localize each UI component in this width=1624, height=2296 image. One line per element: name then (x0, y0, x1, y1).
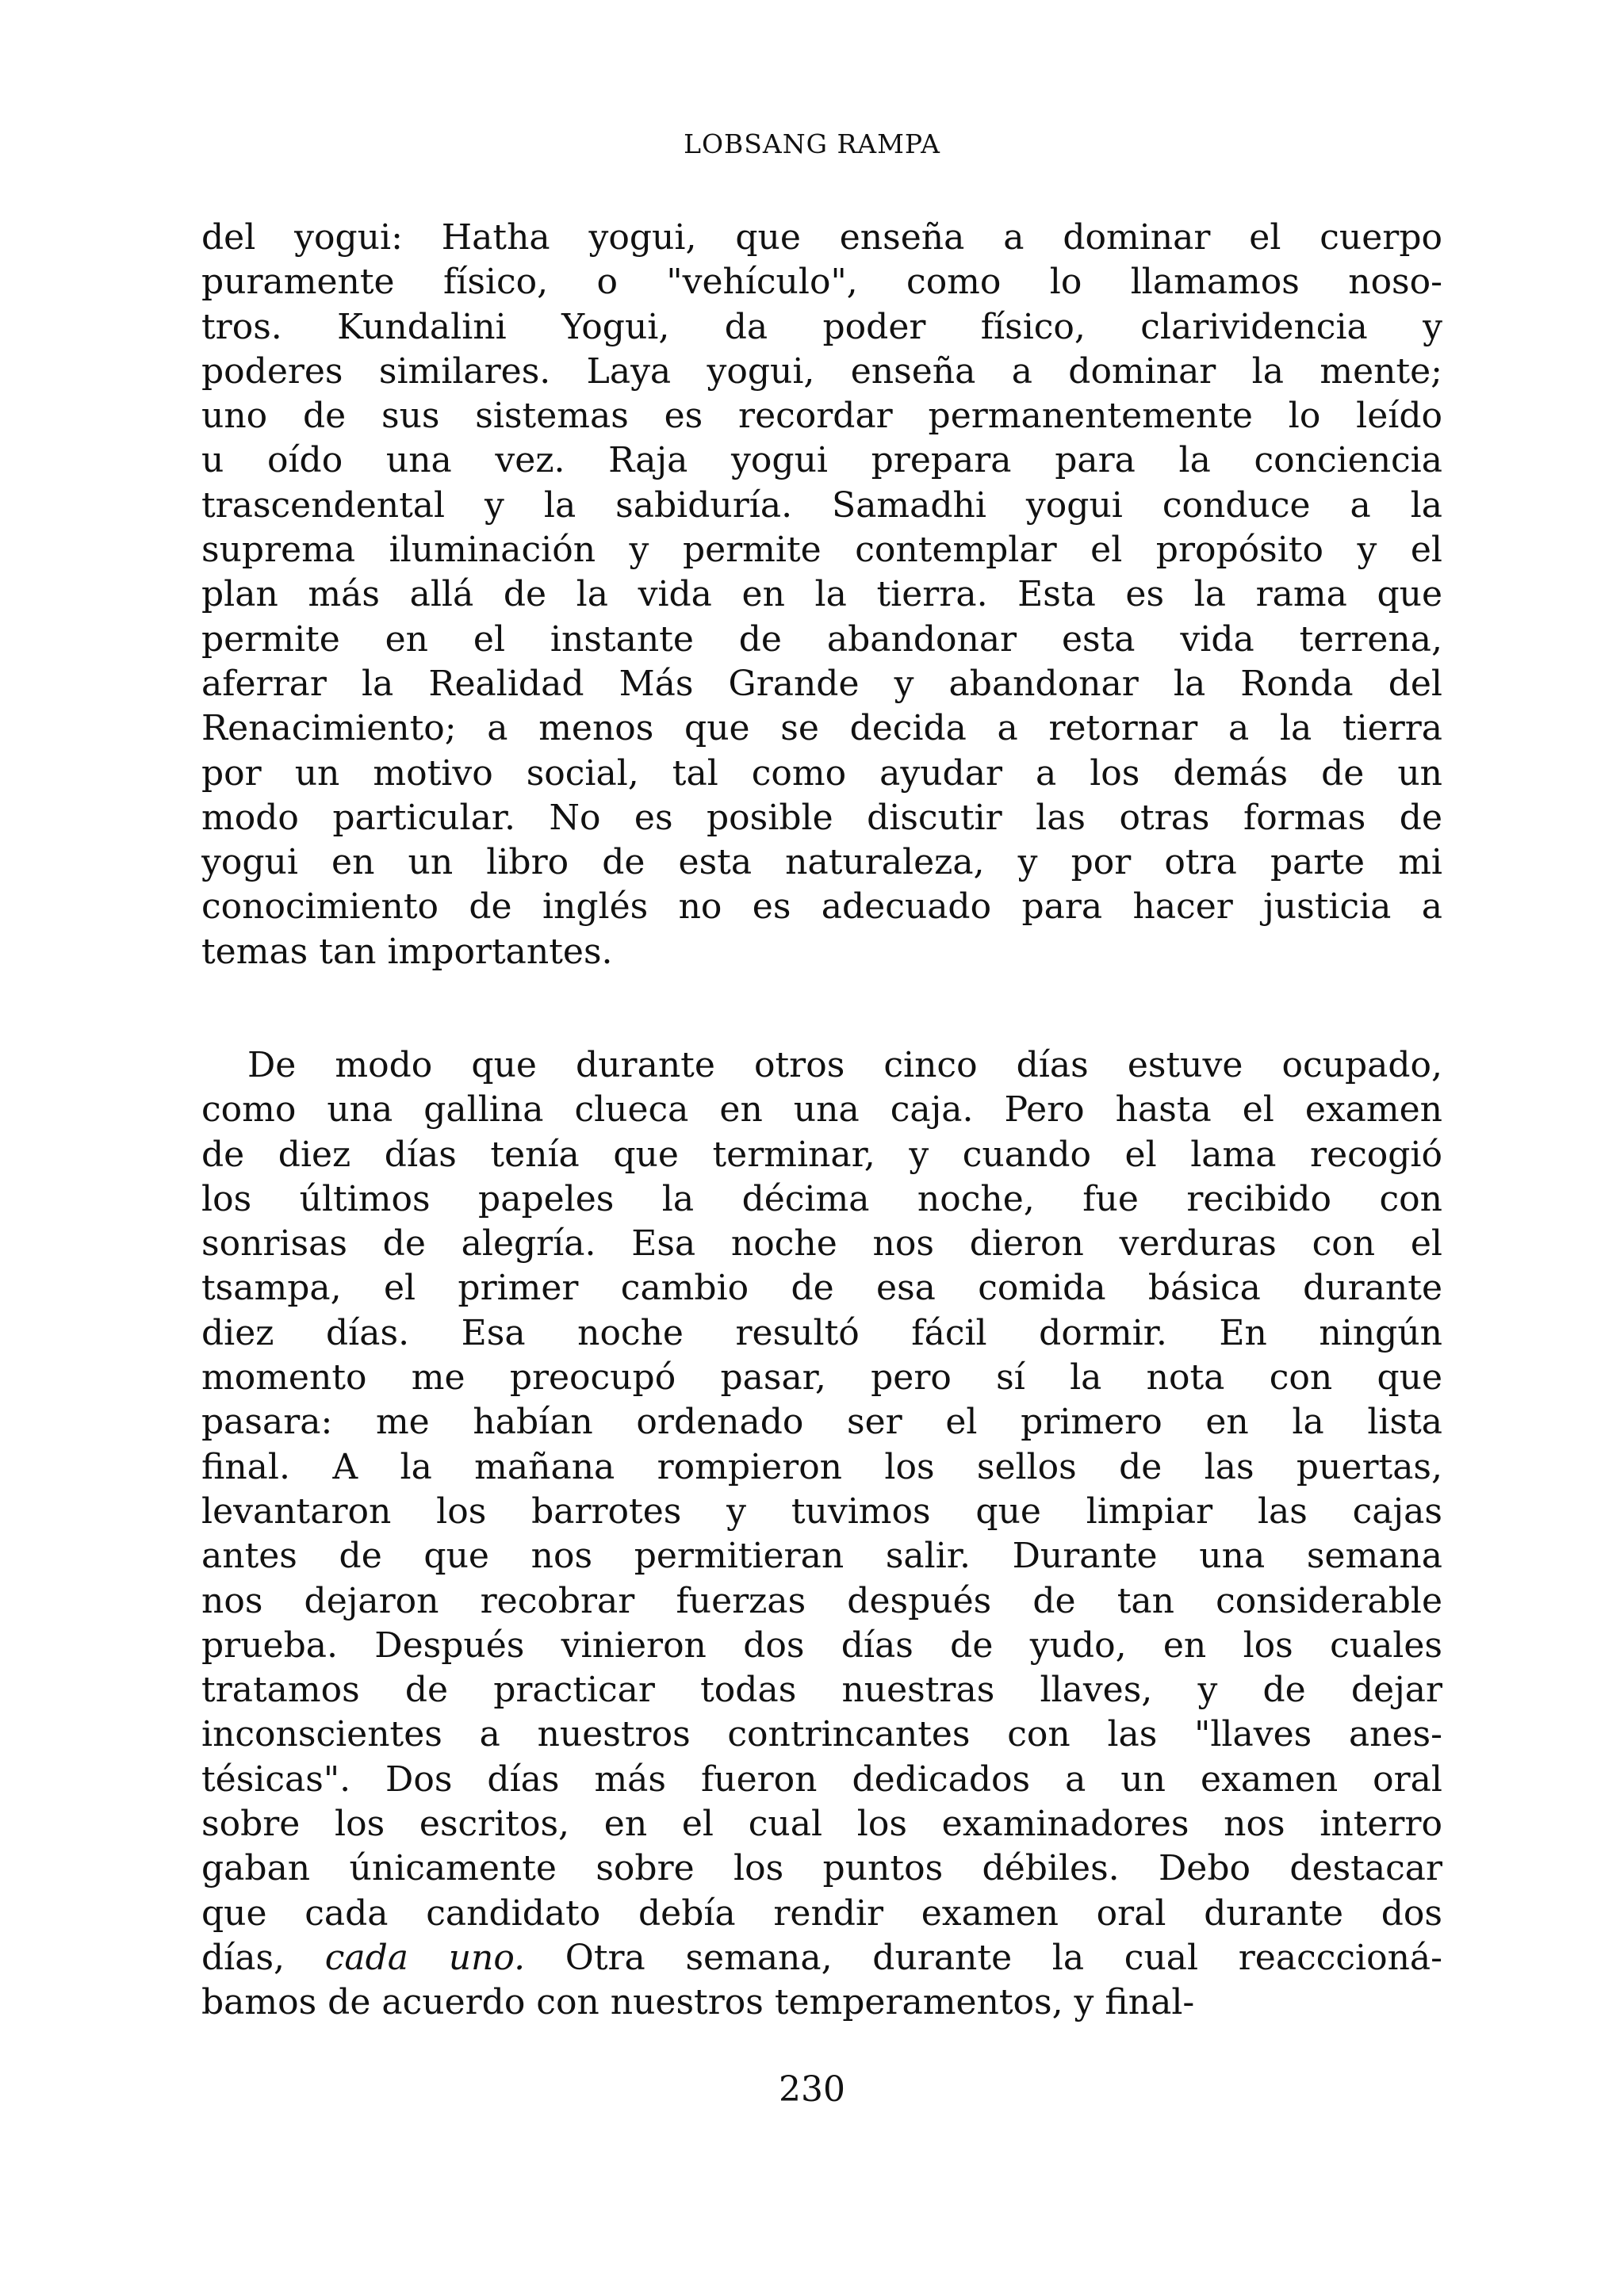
text-line: uno de sus sistemas es recordar permanentemente lo leído (201, 396, 1442, 437)
text-line: como una gallina clueca en una caja. Pero hasta el examen (201, 1089, 1442, 1131)
text-line: antes de que nos permitieran salir. Durante una semana (201, 1536, 1442, 1577)
text-line: suprema iluminación y permite contemplar el propósito y el (201, 530, 1442, 571)
text-line: tsampa, el primer cambio de esa comida básica durante (201, 1268, 1442, 1309)
text-line: bamos de acuerdo con nuestros temperamentos, y final- (201, 1982, 1195, 2023)
text-line: sobre los escritos, en el cual los examinadores nos interro (201, 1804, 1442, 1845)
text-line: conocimiento de inglés no es adecuado para hacer justicia a (201, 886, 1442, 928)
text-line: levantaron los barrotes y tuvimos que limpiar las cajas (201, 1490, 1442, 1532)
text-line: aferrar la Realidad Más Grande y abandonar la Ronda del (201, 663, 1442, 704)
text-line: de diez días tenía que terminar, y cuando el lama recogió (201, 1134, 1442, 1175)
text-line: los últimos papeles la décima noche, fue recibido con (201, 1178, 1442, 1219)
text-line: momento me preocupó pasar, pero sí la nota con que (201, 1357, 1442, 1399)
text-line: tros. Kundalini Yogui, da poder físico, clarividencia y (201, 306, 1442, 347)
text-line: del yogui: Hatha yogui, que enseña a dominar el cuerpo (201, 217, 1442, 258)
text-line: prueba. Después vinieron dos días de yudo, en los cuales (201, 1624, 1442, 1666)
paragraph-2 (201, 1043, 1442, 2026)
text-line: gaban únicamente sobre los puntos débiles. Debo destacar (201, 1848, 1442, 1889)
text-line: por un motivo social, tal como ayudar a los demás de un (201, 752, 1442, 794)
text-line: yogui en un libro de esta naturaleza, y por otra parte mi (201, 842, 1442, 883)
text-line: Renacimiento; a menos que se decida a retornar a la tierra (201, 708, 1442, 749)
text-line: nos dejaron recobrar fuerzas después de tan considerable (201, 1580, 1442, 1621)
line-text-after: Otra semana, durante la cual reacccioná- (525, 1937, 1442, 1978)
text-line: modo particular. No es posible discutir las otras formas de (201, 797, 1442, 838)
text-line: final. A la mañana rompieron los sellos de las puertas, (201, 1446, 1442, 1487)
text-line: u oído una vez. Raja yogui prepara para la conciencia (201, 440, 1442, 481)
text-line: tratamos de practicar todas nuestras llaves, y de dejar (201, 1670, 1442, 1711)
text-line: trascendental y la sabiduría. Samadhi yogui conduce a la (201, 484, 1442, 526)
text-line-with-italic (201, 1936, 1442, 1980)
text-line: que cada candidato debía rendir examen oral durante dos (201, 1892, 1442, 1934)
text-line: poderes similares. Laya yogui, enseña a dominar la mente; (201, 350, 1442, 392)
text-line: pasara: me habían ordenado ser el primero en la lista (201, 1402, 1442, 1443)
text-line: puramente físico, o "vehículo", como lo llamamos noso- (201, 262, 1442, 303)
running-header: LOBSANG RAMPA (684, 128, 940, 159)
text-line: temas tan importantes. (201, 931, 613, 972)
text-line: inconscientes a nuestros contrincantes con las "llaves anes- (201, 1714, 1442, 1755)
text-line: permite en el instante de abandonar esta vida terrena, (201, 618, 1442, 660)
page-number: 230 (779, 2069, 845, 2110)
text-line: plan más allá de la vida en la tierra. Esta es la rama que (201, 574, 1442, 615)
text-line: tésicas". Dos días más fueron dedicados a un examen oral (201, 1758, 1442, 1800)
paragraph-1 (201, 216, 1442, 974)
italic-emphasis: cada uno. (324, 1937, 526, 1978)
text-line: De modo que durante otros cinco días estuve ocupado, (247, 1045, 1442, 1085)
line-text-before: días, (201, 1937, 325, 1978)
text-line: diez días. Esa noche resultó fácil dormir. En ningún (201, 1312, 1442, 1353)
text-line: sonrisas de alegría. Esa noche nos dieron verduras con el (201, 1223, 1442, 1265)
